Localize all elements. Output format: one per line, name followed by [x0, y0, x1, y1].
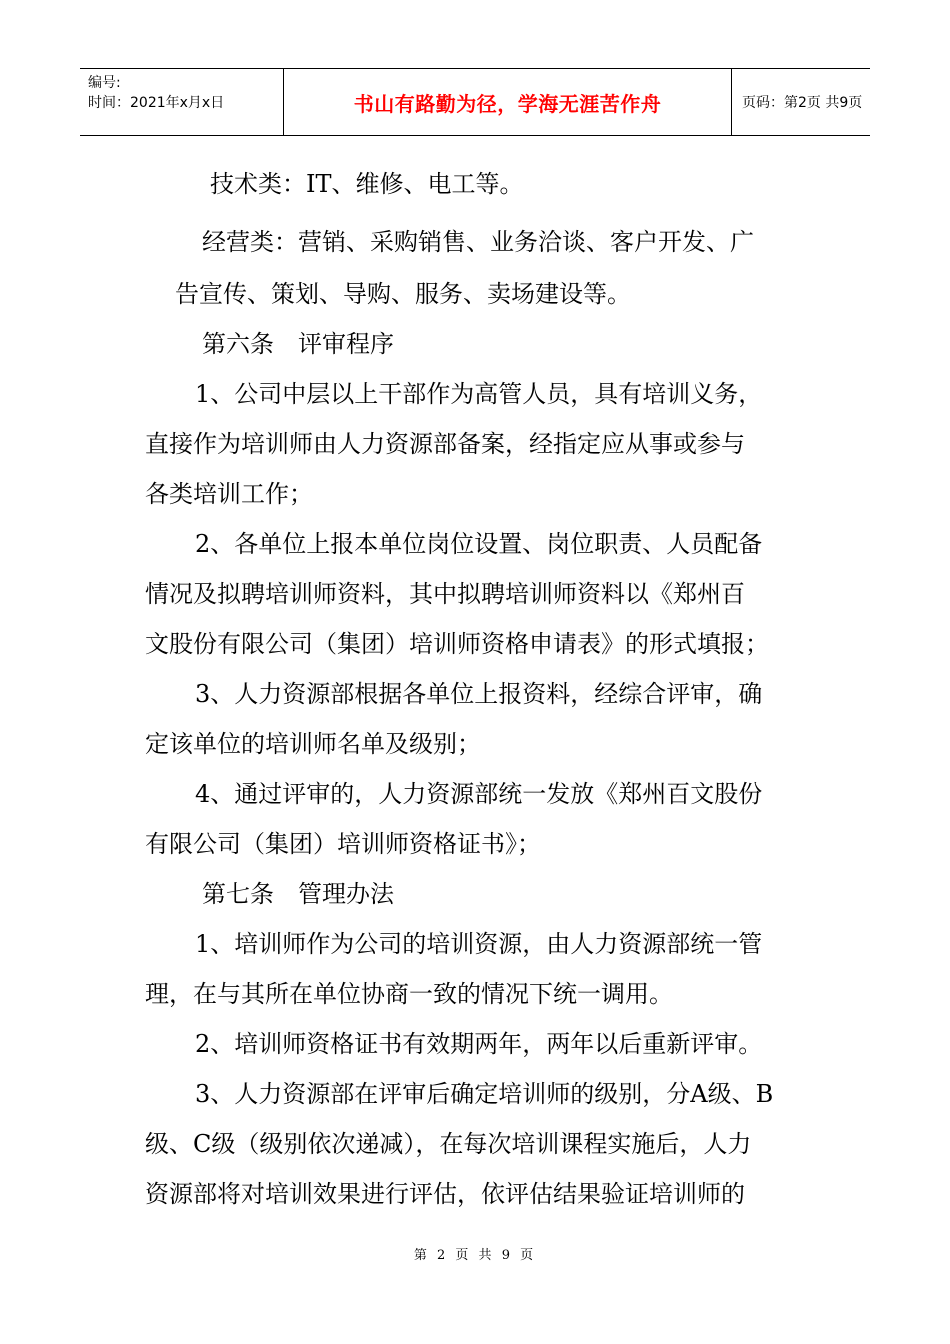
- header-meta: [80, 69, 284, 135]
- header-page-info: 页码：第2页 共9页: [742, 95, 863, 111]
- body-line: 技术类：IT、维修、电工等。: [210, 170, 524, 198]
- page-header: [80, 68, 870, 136]
- body-line: 资源部将对培训效果进行评估，依评估结果验证培训师的: [145, 1180, 745, 1208]
- body-line: 有限公司（集团）培训师资格证书》；: [145, 830, 541, 858]
- section-heading: 第六条 评审程序: [202, 330, 394, 358]
- body-line: 直接作为培训师由人力资源部备案，经指定应从事或参与: [145, 430, 745, 458]
- section-heading: 第七条 管理办法: [202, 880, 394, 908]
- body-line: 情况及拟聘培训师资料，其中拟聘培训师资料以《郑州百: [145, 580, 745, 608]
- header-motto: 书山有路勤为径，学海无涯苦作舟: [284, 69, 732, 135]
- body-line: 3、人力资源部根据各单位上报资料，经综合评审，确: [195, 680, 763, 708]
- body-line: 经营类：营销、采购销售、业务洽谈、客户开发、广: [202, 228, 754, 256]
- document-number-label: 编号:: [88, 75, 121, 91]
- body-line: 2、各单位上报本单位岗位设置、岗位职责、人员配备: [195, 530, 763, 558]
- body-line: 3、人力资源部在评审后确定培训师的级别，分A级、B: [195, 1080, 774, 1108]
- body-line: 4、通过评审的，人力资源部统一发放《郑州百文股份: [195, 780, 763, 808]
- body-line: 告宣传、策划、导购、服务、卖场建设等。: [175, 280, 631, 308]
- page-footer: 第 2 页 共 9 页: [413, 1248, 537, 1263]
- body-line: 文股份有限公司（集团）培训师资格申请表》的形式填报；: [145, 630, 769, 658]
- body-line: 理，在与其所在单位协商一致的情况下统一调用。: [145, 980, 673, 1008]
- body-line: 1、培训师作为公司的培训资源，由人力资源部统一管: [195, 930, 763, 958]
- body-line: 级、C级（级别依次递减），在每次培训课程实施后，人力: [145, 1130, 752, 1158]
- body-line: 各类培训工作；: [145, 480, 313, 508]
- body-line: 定该单位的培训师名单及级别；: [145, 730, 481, 758]
- body-line: 1、公司中层以上干部作为高管人员，具有培训义务，: [195, 380, 763, 408]
- body-line: 2、培训师资格证书有效期两年，两年以后重新评审。: [195, 1030, 763, 1058]
- document-time-label: 时间：2021年x月x日: [88, 95, 225, 111]
